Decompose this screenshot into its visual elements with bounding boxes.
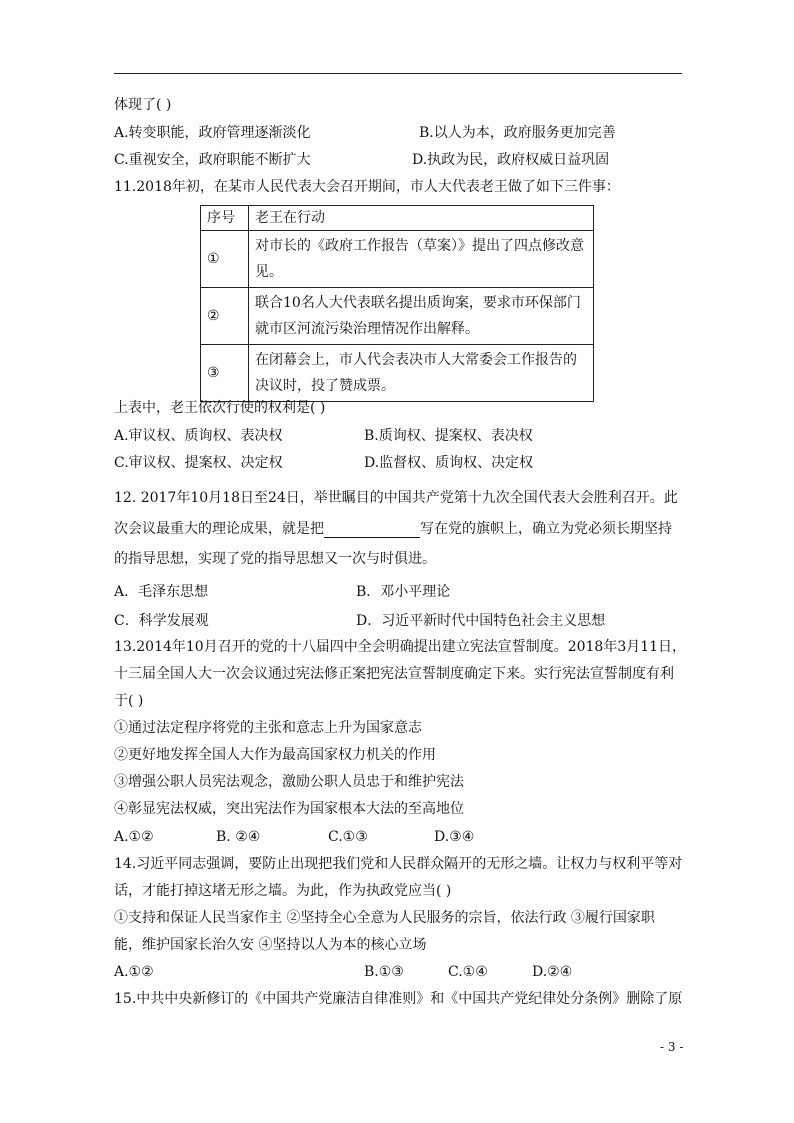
- q12-option-b: B．邓小平理论: [356, 584, 451, 600]
- table-row: [201, 231, 594, 288]
- q13-option-c: C.①③: [328, 829, 368, 845]
- q13-item-1: ①通过法定程序将党的主张和意志上升为国家意志: [114, 720, 422, 736]
- q11-stem: 11.2018年初，在某市人民代表大会召开期间，市人大代表老王做了如下三件事：: [114, 179, 620, 195]
- table-cell-action: 在闭幕会上，市人代会表决市人大常委会工作报告的决议时，投了赞成票。: [249, 345, 594, 402]
- table-row: [201, 288, 594, 345]
- q14-line4: 能，维护国家长治久安 ④坚持以人为本的核心立场: [114, 937, 427, 953]
- q14-option-a: A.①②: [114, 964, 154, 980]
- page-number: - 3 -: [660, 1040, 684, 1054]
- table-header-cell: 老王在行动: [249, 206, 594, 231]
- q13-option-b: B. ②④: [216, 829, 261, 845]
- q13-item-2: ②更好地发挥全国人大作为最高国家权力机关的作用: [114, 747, 436, 763]
- q14-option-c: C.①④: [448, 964, 488, 980]
- q11-question: 上表中，老王依次行使的权利是( ): [114, 400, 326, 416]
- q10-option-c: C.重视安全，政府职能不断扩大: [114, 152, 311, 168]
- table-cell-action: 对市长的《政府工作报告（草案）》提出了四点修改意见。: [249, 231, 594, 288]
- q10-option-a: A.转变职能，政府管理逐渐淡化: [114, 125, 311, 141]
- q12-line2-end: 写在党的旗帜上，确立为党必须长期坚持: [420, 521, 672, 537]
- q11-option-b: B.质询权、提案权、表决权: [364, 428, 533, 444]
- table-header-row: [201, 206, 594, 231]
- q12-line2: [114, 520, 672, 538]
- q13-line3: 于( ): [114, 693, 144, 709]
- q14-option-b: B.①③: [364, 964, 404, 980]
- q13-option-a: A.①②: [114, 829, 154, 845]
- q12-option-d: D．习近平新时代中国特色社会主义思想: [356, 613, 606, 629]
- q13-item-3: ③增强公职人员宪法观念，激励公职人员忠于和维护宪法: [114, 774, 464, 790]
- q11-option-d: D.监督权、质询权、决定权: [364, 455, 534, 471]
- q10-tail: 体现了( ): [114, 97, 172, 113]
- table-cell-index: ②: [201, 288, 249, 345]
- q10-option-b: B.以人为本，政府服务更加完善: [419, 125, 616, 141]
- q12-option-a: A．毛泽东思想: [114, 584, 209, 600]
- q14-line3: ①支持和保证人民当家作主 ②坚持全心全意为人民服务的宗旨，依法行政 ③履行国家职: [114, 910, 655, 926]
- q13-item-4: ④彰显宪法权威，突出宪法作为国家根本大法的至高地位: [114, 801, 464, 817]
- header-rule: [114, 73, 682, 74]
- table-header-cell: 序号: [201, 206, 249, 231]
- q14-line1: 14.习近平同志强调，要防止出现把我们党和人民群众隔开的无形之墙。让权力与权利平等对: [114, 856, 683, 872]
- q13-line1: 13.2014年10月召开的党的十八届四中全会明确提出建立宪法宣誓制度。2018年3月11日，: [114, 639, 687, 655]
- q14-option-d: D.②④: [532, 964, 573, 980]
- q13-line2: 十三届全国人大一次会议通过宪法修正案把宪法宣誓制度确定下来。实行宪法宣誓制度有利: [114, 666, 674, 682]
- q10-option-d: D.执政为民，政府权威日益巩固: [412, 152, 610, 168]
- table-cell-action: 联合10名人大代表联名提出质询案，要求市环保部门就市区河流污染治理情况作出解释。: [249, 288, 594, 345]
- q13-option-d: D.③④: [434, 829, 475, 845]
- table-cell-index: ①: [201, 231, 249, 288]
- table-row: [201, 345, 594, 402]
- q12-line3: 的指导思想，实现了党的指导思想又一次与时俱进。: [114, 551, 436, 567]
- q12-option-c: C．科学发展观: [114, 613, 209, 629]
- q11-option-c: C.审议权、提案权、决定权: [114, 455, 283, 471]
- q11-table: [200, 205, 594, 402]
- q14-line2: 话，才能打掉这堵无形之墙。为此，作为执政党应当( ): [114, 883, 452, 899]
- table-cell-index: ③: [201, 345, 249, 402]
- q15-line1: 15.中共中央新修订的《中国共产党廉洁自律准则》和《中国共产党纪律处分条例》删除了原: [114, 991, 683, 1007]
- q11-option-a: A.审议权、质询权、表决权: [114, 428, 283, 444]
- q12-line2-start: 次会议最重大的理论成果，就是把: [114, 521, 324, 537]
- q12-answer-blank: [324, 523, 420, 538]
- q12-line1: 12. 2017年10月18日至24日，举世瞩目的中国共产党第十九次全国代表大会胜利召开。此: [114, 490, 678, 506]
